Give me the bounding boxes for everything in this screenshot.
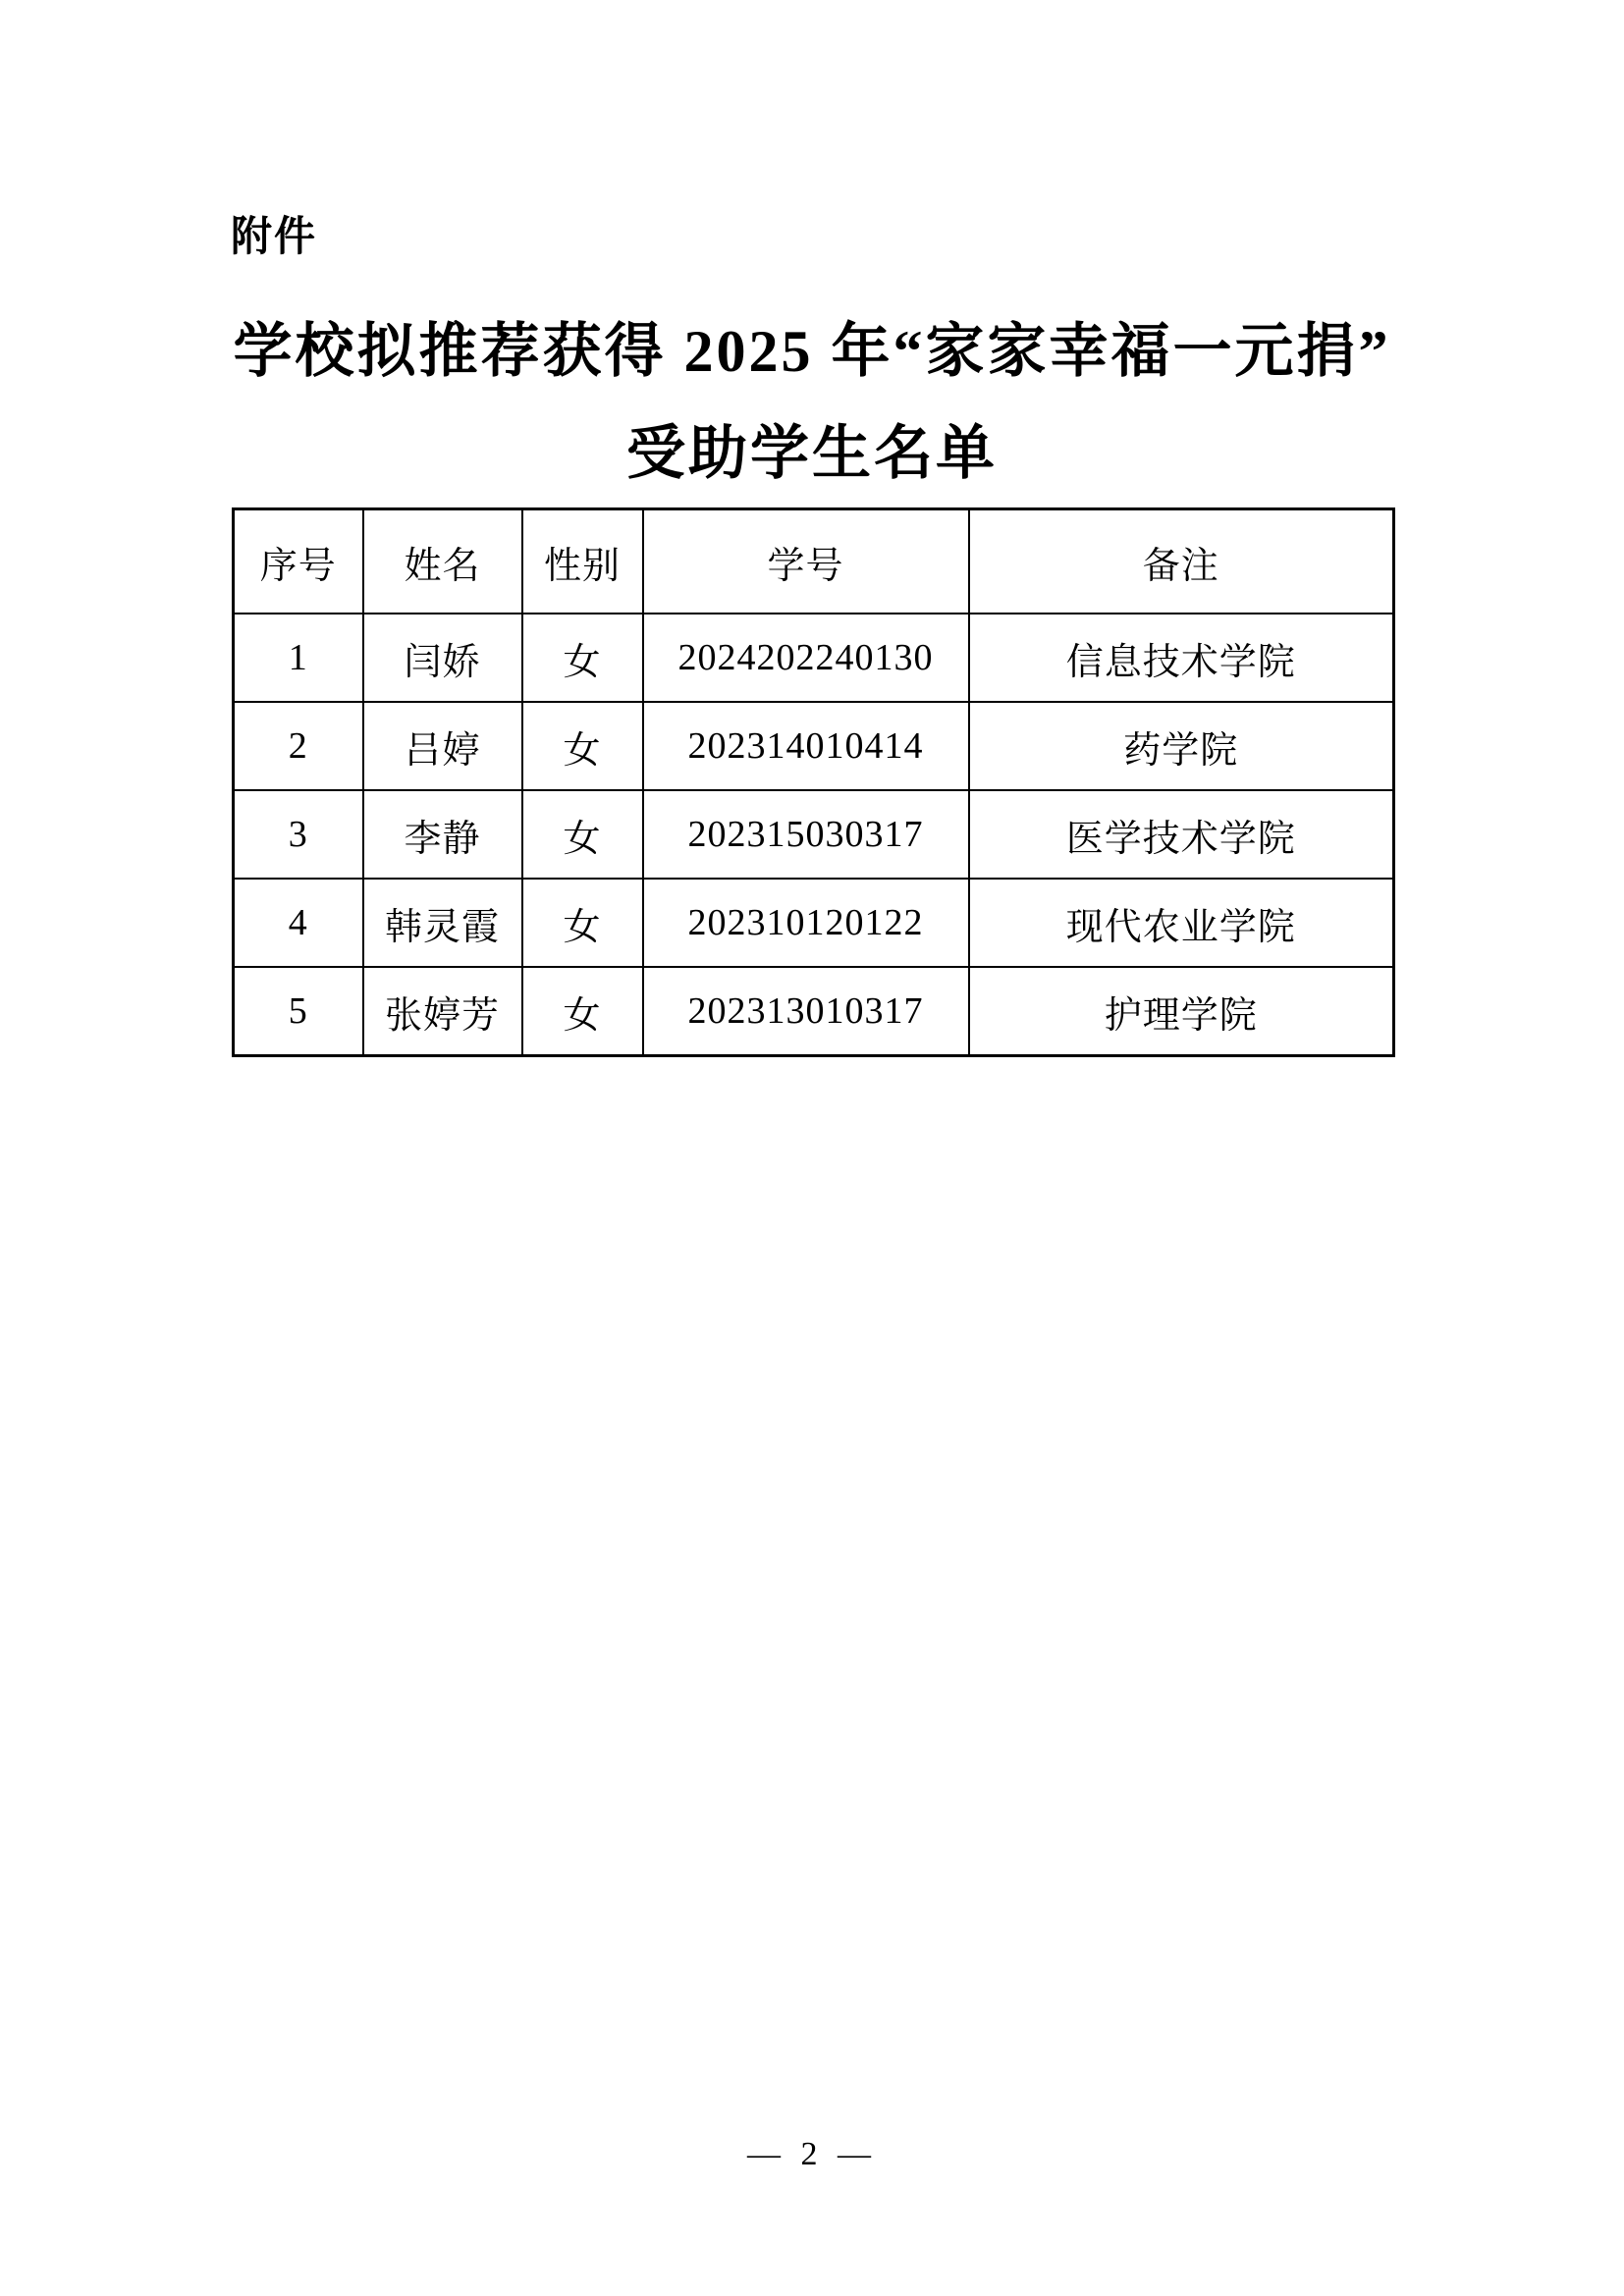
cell-name: 李静: [363, 790, 522, 879]
cell-index: 2: [234, 702, 363, 790]
page-number: — 2 —: [747, 2136, 877, 2172]
table-row: [234, 879, 1394, 967]
cell-student-id: 202310120122: [643, 879, 969, 967]
cell-gender: 女: [522, 702, 643, 790]
cell-index: 4: [234, 879, 363, 967]
cell-gender: 女: [522, 790, 643, 879]
cell-gender: 女: [522, 614, 643, 702]
cell-remark: 医学技术学院: [969, 790, 1394, 879]
table-header-row: [234, 509, 1394, 614]
cell-index: 1: [234, 614, 363, 702]
cell-name: 吕婷: [363, 702, 522, 790]
table-row: [234, 967, 1394, 1056]
table-row: [234, 702, 1394, 790]
table-row: [234, 790, 1394, 879]
cell-student-id: 202314010414: [643, 702, 969, 790]
cell-name: 张婷芳: [363, 967, 522, 1056]
cell-student-id: 202313010317: [643, 967, 969, 1056]
cell-name: 闫娇: [363, 614, 522, 702]
cell-remark: 信息技术学院: [969, 614, 1394, 702]
document-title: [0, 300, 1624, 505]
cell-student-id: 202315030317: [643, 790, 969, 879]
attachment-label: 附件: [231, 213, 318, 259]
header-cell-remark: 备注: [969, 509, 1394, 614]
cell-remark: 药学院: [969, 702, 1394, 790]
title-line-1: 学校拟推荐获得 2025 年“家家幸福一元捐”: [233, 319, 1391, 384]
cell-gender: 女: [522, 879, 643, 967]
cell-index: 3: [234, 790, 363, 879]
header-cell-gender: 性别: [522, 509, 643, 614]
table-row: [234, 614, 1394, 702]
header-cell-name: 姓名: [363, 509, 522, 614]
title-line-2: 受助学生名单: [626, 421, 998, 486]
cell-student-id: 2024202240130: [643, 614, 969, 702]
student-table: [232, 507, 1395, 1057]
cell-index: 5: [234, 967, 363, 1056]
cell-remark: 现代农业学院: [969, 879, 1394, 967]
header-cell-student-id: 学号: [643, 509, 969, 614]
cell-gender: 女: [522, 967, 643, 1056]
cell-name: 韩灵霞: [363, 879, 522, 967]
header-cell-index: 序号: [234, 509, 363, 614]
cell-remark: 护理学院: [969, 967, 1394, 1056]
